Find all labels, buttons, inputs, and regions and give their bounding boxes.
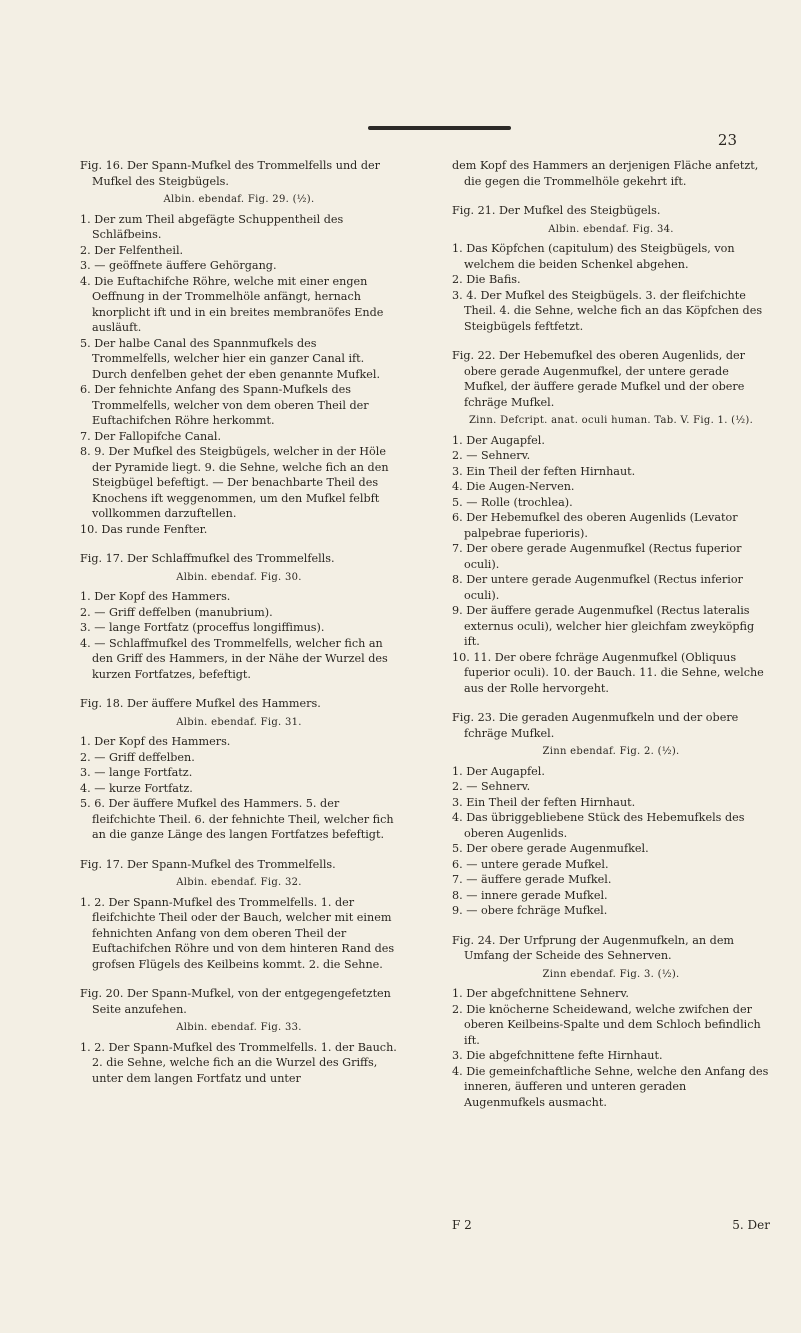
legend-item: 6. Der fehnichte Anfang des Spann-Mufkels des Trommelfells, welcher von dem oberen Theil der Euftachifchen Röhre herkommt. <box>80 383 369 427</box>
legend-item: 3. — lange Fortfatz (proceffus longiffimus). <box>80 621 325 634</box>
figure-title: Fig. 20. Der Spann-Mufkel, von der entgegengefetzten Seite anzufehen. <box>80 987 391 1016</box>
legend-item: 3. — lange Fortfatz. <box>80 766 193 779</box>
legend-item: 3. Ein Theil der feften Hirnhaut. <box>452 795 636 809</box>
legend-item: 1. Der Augapfel. <box>452 433 545 447</box>
legend-item: 3. Ein Theil der feften Hirnhaut. <box>452 464 636 478</box>
figure-entry <box>80 551 398 682</box>
figure-source: Albin. ebendaf. Fig. 34. <box>548 223 674 235</box>
legend-item: 1. Der abgefchnittene Sehnerv. <box>452 987 629 1000</box>
figure-source: Zinn ebendaf. Fig. 2. (½). <box>542 746 680 757</box>
legend-item: 5. 6. Der äuffere Mufkel des Hammers. 5. der fleifchichte Theil. 6. der fehnichte Theil, welcher fich an die ganze Länge des langen Fortfatzes befeftigt. <box>80 797 394 841</box>
figure-entry <box>80 696 398 843</box>
figure-entry <box>80 158 398 537</box>
legend-item: 3. 4. Der Mufkel des Steigbügels. 3. der fleifchichte Theil. 4. die Sehne, welche fich an das Köpfchen des Steigbügels feftfetzt. <box>452 288 763 333</box>
legend-item: 5. — Rolle (trochlea). <box>452 495 573 509</box>
page-number: 23 <box>717 131 737 149</box>
legend-item: 1. 2. Der Spann-Mufkel des Trommelfells. 1. der fleifchichte Theil oder der Bauch, welcher mit einem fehnichten Anfang von dem oberen Theil der Euftachifchen Röhre und von dem hinteren Rand des grofsen Flügels des Keilbeins kommt. 2. die Sehne. <box>80 895 395 971</box>
catchword: 5. Der <box>732 1218 770 1232</box>
figure-source: Albin. ebendaf. Fig. 32. <box>176 877 302 888</box>
legend-item: 8. — innere gerade Mufkel. <box>452 888 608 902</box>
legend-item: 7. Der obere gerade Augenmufkel (Rectus fuperior oculi). <box>452 542 742 571</box>
legend-item: 4. Die gemeinfchaftliche Sehne, welche den Anfang des inneren, äufferen und unteren geraden Augenmufkels ausmacht. <box>452 1064 769 1109</box>
legend-item: 4. — kurze Fortfatz. <box>80 781 193 795</box>
figure-source: Albin. ebendaf. Fig. 30. <box>176 571 302 583</box>
figure-title: Fig. 17. Der Schlaffmufkel des Trommelfells. <box>80 552 335 565</box>
legend-item: 9. Der äuffere gerade Augenmufkel (Rectus lateralis externus oculi), welcher hier gleichfam zweyköpfig ift. <box>452 604 755 648</box>
figure-source: Zinn. Defcript. anat. oculi human. Tab. V. Fig. 1. (½). <box>468 415 754 426</box>
legend-item: 5. Der halbe Canal des Spannmufkels des Trommelfells, welcher hier ein ganzer Canal ift. Durch denfelben gehet der eben genannte Mufkel. <box>80 336 381 381</box>
legend-item: 1. Der Kopf des Hammers. <box>80 590 231 603</box>
figure-source: Albin. ebendaf. Fig. 33. <box>176 1022 302 1033</box>
figure-source: Albin. ebendaf. Fig. 29. (½). <box>163 194 315 205</box>
legend-item: 7. — äuffere gerade Mufkel. <box>452 873 612 886</box>
figure-entry <box>452 158 770 189</box>
legend-item: 4. Das übriggebliebene Stück des Hebemufkels des oberen Augenlids. <box>452 811 745 840</box>
legend-item: dem Kopf des Hammers an derjenigen Fläche anfetzt, die gegen die Trommelhöle gekehrt ift. <box>452 159 759 188</box>
figure-source: Zinn ebendaf. Fig. 3. (½). <box>542 968 680 980</box>
legend-item: 8. 9. Der Mufkel des Steigbügels, welcher in der Höle der Pyramide liegt. 9. die Sehne, welche fich an den Steigbügel befeftigt. — Der benachbarte Theil des Knochens ift weggenommen, um den Mufkel felbft vollkommen darzuftellen. <box>80 445 389 520</box>
legend-item: 2. — Griff deffelben. <box>80 750 195 764</box>
legend-item: 4. Die Euftachifche Röhre, welche mit einer engen Oeffnung in der Trommelhöle anfängt, hernach knorplicht ift und in ein breites membranöfes Ende ausläuft. <box>80 274 384 334</box>
legend-item: 1. Das Köpfchen (capitulum) des Steigbügels, von welchem die beiden Schenkel abgehen. <box>452 242 735 271</box>
legend-item: 6. Der Hebemufkel des oberen Augenlids (Levator palpebrae fuperioris). <box>452 511 738 540</box>
figure-entry <box>80 857 398 973</box>
legend-item: 7. Der Fallopifche Canal. <box>80 429 222 443</box>
legend-item: 10. 11. Der obere fchräge Augenmufkel (Obliquus fuperior oculi). 10. der Bauch. 11. die Sehne, welche aus der Rolle hervorgeht. <box>452 650 764 695</box>
signature-mark: F 2 <box>452 1218 472 1232</box>
figure-title: Fig. 16. Der Spann-Mufkel des Trommelfells und der Mufkel des Steigbügels. <box>80 159 380 188</box>
legend-item: 5. Der obere gerade Augenmufkel. <box>452 842 649 855</box>
left-column <box>80 158 398 1100</box>
legend-item: 2. Der Felfentheil. <box>80 243 184 257</box>
legend-item: 1. 2. Der Spann-Mufkel des Trommelfells. 1. der Bauch. 2. die Sehne, welche fich an die Wurzel des Griffs, unter dem langen Fortfatz und unter <box>80 1040 397 1085</box>
legend-item: 1. Der Kopf des Hammers. <box>80 735 231 748</box>
legend-item: 2. — Griff deffelben (manubrium). <box>80 605 273 619</box>
legend-item: 8. Der untere gerade Augenmufkel (Rectus inferior oculi). <box>452 573 743 602</box>
printed-rule <box>368 126 511 130</box>
figure-title: Fig. 24. Der Urfprung der Augenmufkeln, an dem Umfang der Scheide des Sehnerven. <box>452 933 735 962</box>
legend-item: 6. — untere gerade Mufkel. <box>452 857 609 871</box>
legend-item: 2. — Sehnerv. <box>452 449 531 462</box>
figure-title: Fig. 23. Die geraden Augenmufkeln und der obere fchräge Mufkel. <box>452 711 739 740</box>
figure-title: Fig. 17. Der Spann-Mufkel des Trommelfells. <box>80 857 336 871</box>
figure-entry <box>452 203 770 334</box>
legend-item: 3. Die abgefchnittene fefte Hirnhaut. <box>452 1049 663 1062</box>
legend-item: 1. Der Augapfel. <box>452 764 545 778</box>
figure-entry <box>452 710 770 919</box>
legend-item: 2. — Sehnerv. <box>452 780 531 793</box>
figure-entry <box>452 348 770 696</box>
figure-title: Fig. 18. Der äuffere Mufkel des Hammers. <box>80 697 321 710</box>
legend-item: 2. Die knöcherne Scheidewand, welche zwifchen der oberen Keilbeins-Spalte und dem Schloch befindlich ift. <box>452 1002 761 1047</box>
legend-item: 1. Der zum Theil abgefägte Schuppentheil des Schläfbeins. <box>80 212 344 241</box>
legend-item: 4. — Schlaffmufkel des Trommelfells, welcher fich an den Griff des Hammers, in der Nähe der Wurzel des kurzen Fortfatzes, befeftigt. <box>80 636 388 681</box>
figure-title: Fig. 21. Der Mufkel des Steigbügels. <box>452 204 661 217</box>
right-column <box>452 158 770 1124</box>
page-footer <box>452 1218 770 1232</box>
legend-item: 3. — geöffnete äuffere Gehörgang. <box>80 259 277 272</box>
figure-title: Fig. 22. Der Hebemufkel des oberen Augenlids, der obere gerade Augenmufkel, der untere gerade Mufkel, der äuffere gerade Mufkel und der obere fchräge Mufkel. <box>452 349 746 409</box>
legend-item: 10. Das runde Fenfter. <box>80 522 208 536</box>
legend-item: 9. — obere fchräge Mufkel. <box>452 904 608 917</box>
figure-entry <box>452 933 770 1111</box>
figure-source: Albin. ebendaf. Fig. 31. <box>176 716 302 728</box>
legend-item: 4. Die Augen-Nerven. <box>452 480 575 493</box>
figure-entry <box>80 986 398 1086</box>
legend-item: 2. Die Bafis. <box>452 273 521 286</box>
